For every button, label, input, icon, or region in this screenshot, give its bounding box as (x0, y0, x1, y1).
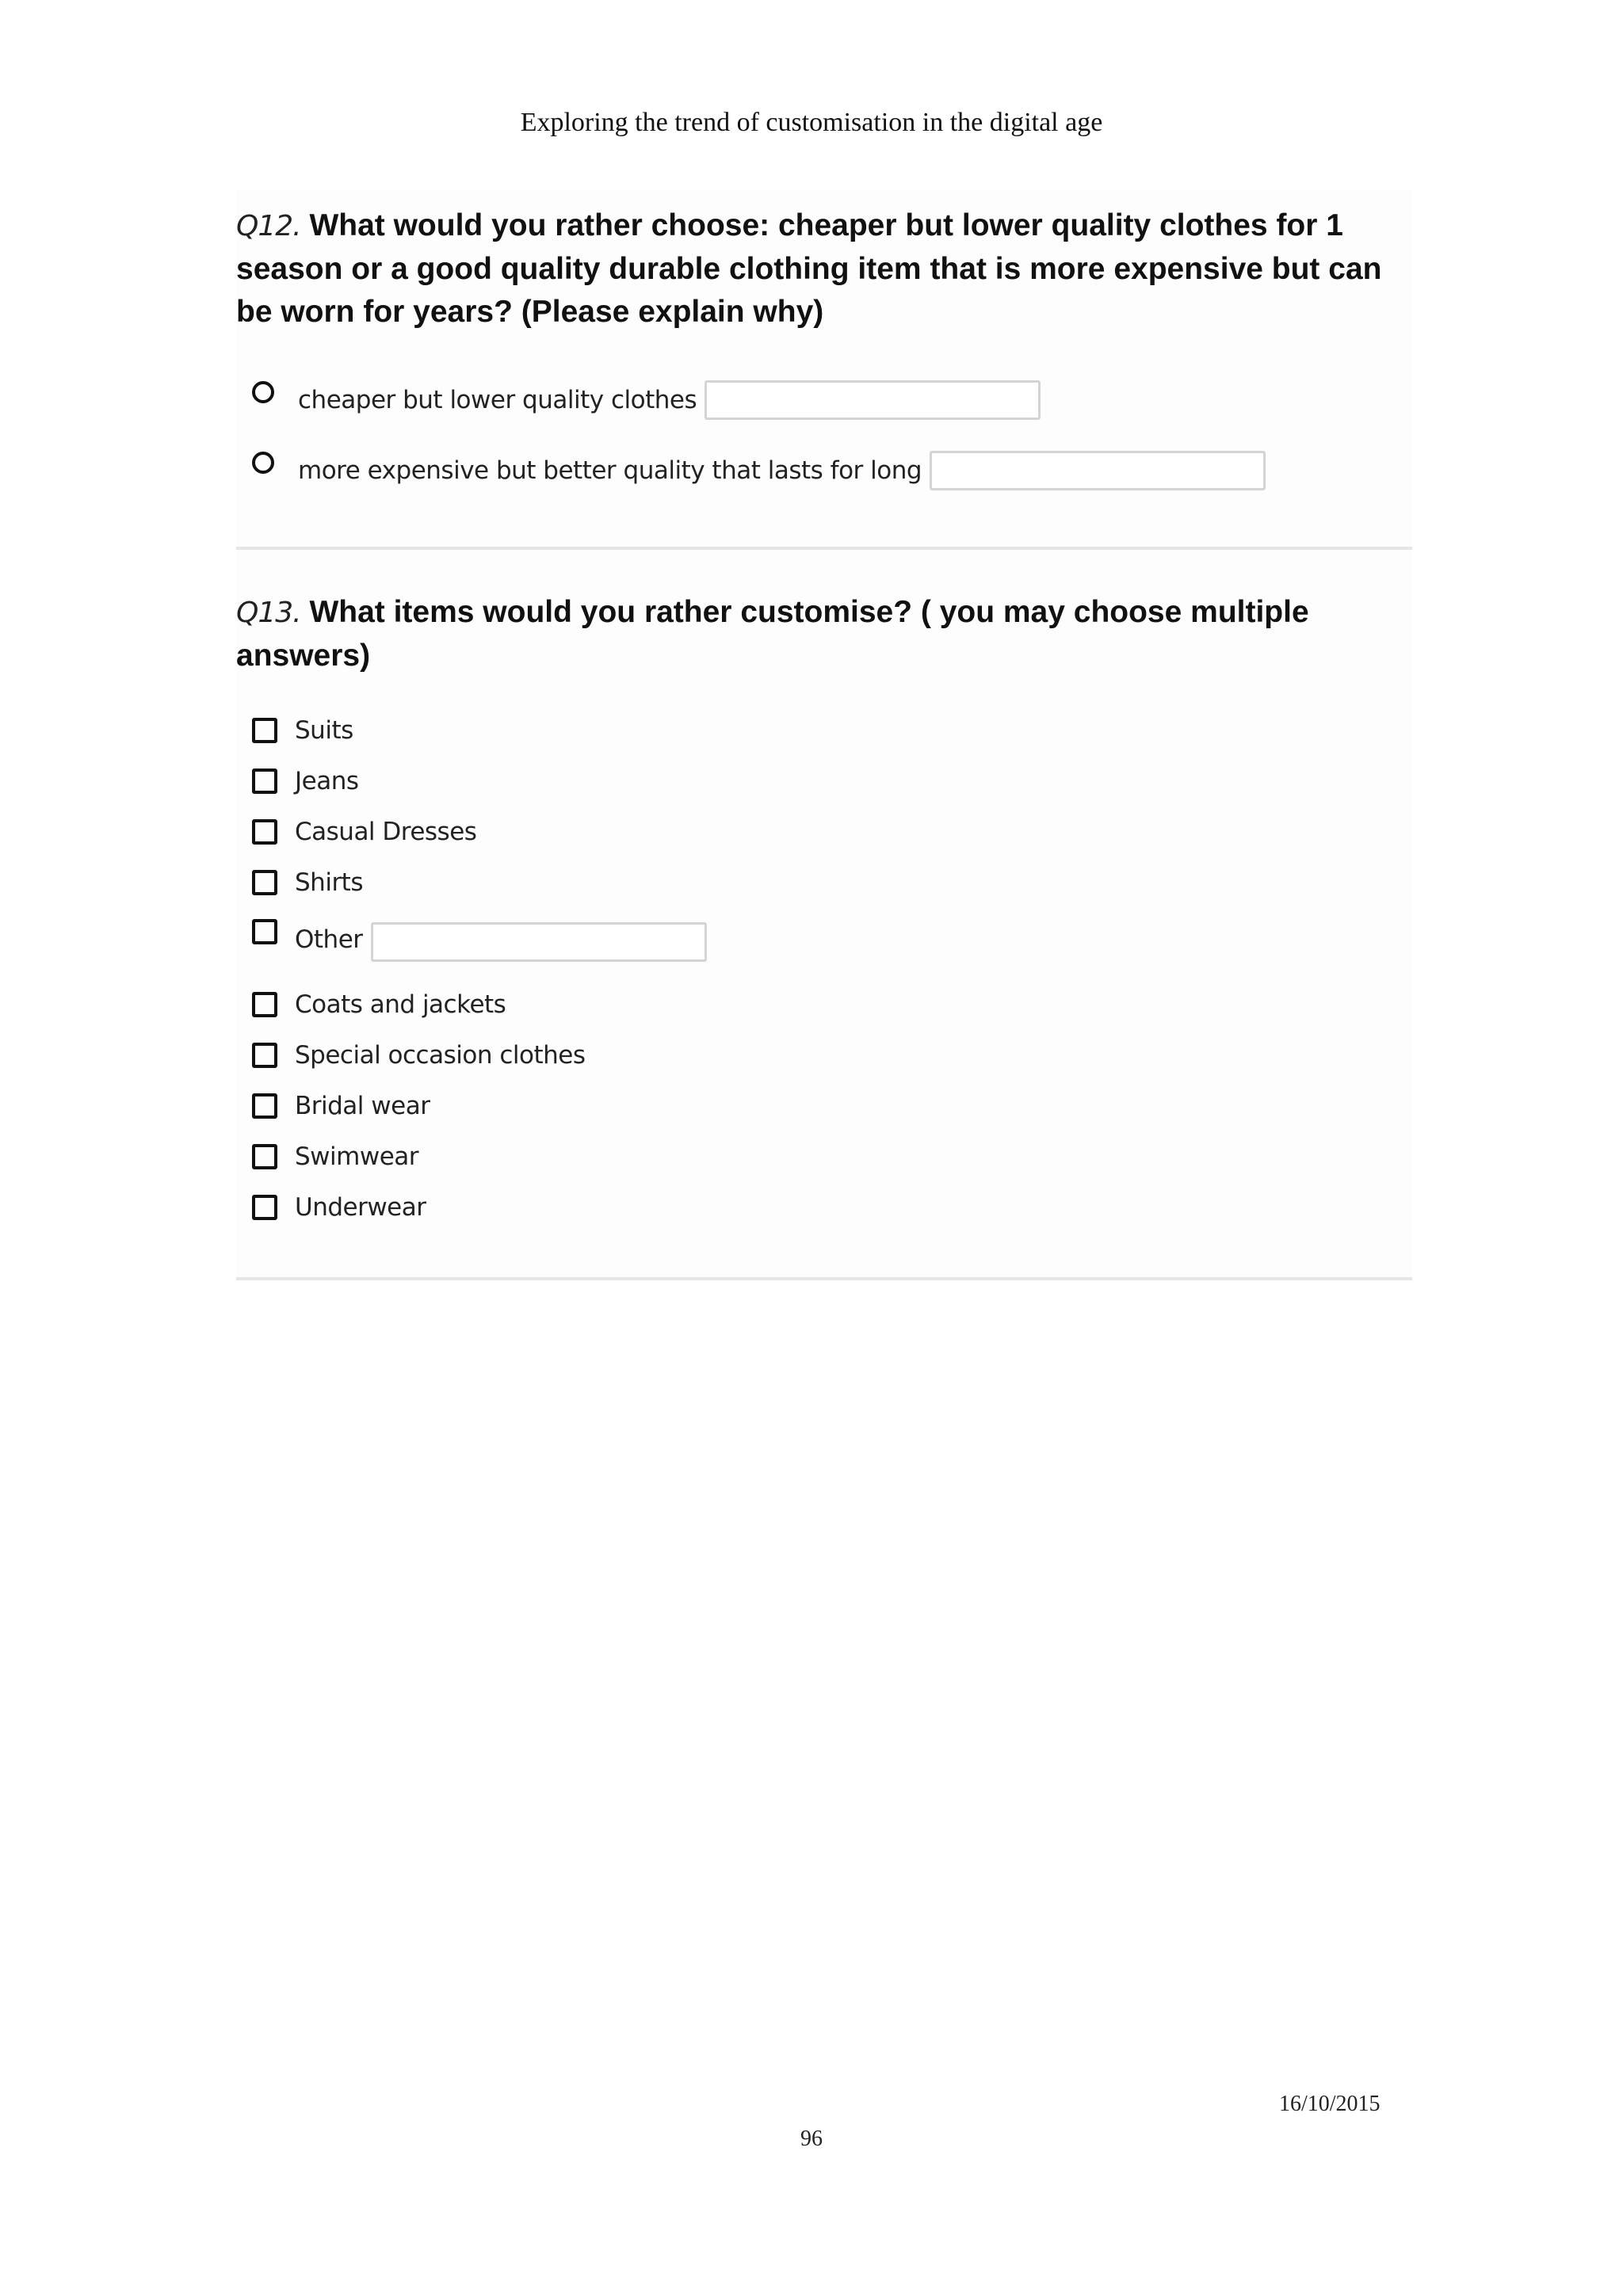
option-label: cheaper but lower quality clothes (298, 386, 697, 414)
checkbox-option-suits[interactable] (252, 716, 353, 745)
question-divider (236, 547, 1412, 550)
checkbox[interactable] (252, 870, 277, 895)
option-label: Underwear (295, 1193, 426, 1222)
checkbox-option-coats-and-jackets[interactable] (252, 990, 506, 1019)
q12-expensive-explain-input[interactable] (930, 451, 1266, 490)
page-header-title: Exploring the trend of customisation in the digital age (520, 108, 1103, 137)
question-text: What would you rather choose: cheaper but lower quality clothes for 1 season or a good quality durable clothing item that is more expensive but can be worn for years? (Please explain why) (236, 208, 1382, 329)
question-divider (236, 1277, 1412, 1280)
checkbox-option-other[interactable] (252, 919, 707, 962)
survey-form (236, 190, 1412, 1283)
checkbox[interactable] (252, 718, 277, 743)
page-number: 96 (800, 2126, 823, 2151)
checkbox[interactable] (252, 1093, 277, 1119)
checkbox[interactable] (252, 1144, 277, 1169)
q12-option-cheaper[interactable] (252, 380, 1041, 420)
option-label: Special occasion clothes (295, 1041, 586, 1070)
q12-cheaper-explain-input[interactable] (705, 380, 1041, 420)
checkbox[interactable] (252, 992, 277, 1017)
option-label: Bridal wear (295, 1092, 430, 1120)
option-label: Jeans (295, 767, 359, 795)
question-number: Q12. (236, 210, 301, 242)
checkbox-option-shirts[interactable] (252, 868, 363, 897)
other-text-input[interactable] (371, 922, 707, 962)
checkbox[interactable] (252, 919, 277, 944)
option-label: Shirts (295, 868, 363, 897)
checkbox[interactable] (252, 769, 277, 794)
checkbox-option-jeans[interactable] (252, 767, 359, 795)
checkbox-option-underwear[interactable] (252, 1193, 426, 1222)
checkbox[interactable] (252, 819, 277, 845)
question-number: Q13. (236, 597, 301, 629)
page-date: 16/10/2015 (1279, 2092, 1381, 2116)
radio-button[interactable] (252, 452, 274, 474)
option-label: Casual Dresses (295, 818, 477, 846)
question-title (236, 591, 1412, 677)
option-label: Other (295, 925, 363, 954)
checkbox-option-swimwear[interactable] (252, 1142, 418, 1171)
question-q13 (236, 591, 1412, 677)
radio-button[interactable] (252, 381, 274, 403)
option-label: Swimwear (295, 1142, 419, 1171)
q12-option-expensive[interactable] (252, 451, 1266, 490)
checkbox[interactable] (252, 1043, 277, 1068)
checkbox-option-special-occasion[interactable] (252, 1041, 585, 1070)
checkbox[interactable] (252, 1195, 277, 1220)
option-label: Coats and jackets (295, 990, 506, 1019)
question-q12 (236, 204, 1412, 334)
checkbox-option-bridal-wear[interactable] (252, 1092, 430, 1120)
option-label: Suits (295, 716, 353, 745)
checkbox-option-casual-dresses[interactable] (252, 818, 476, 846)
option-label: more expensive but better quality that lasts for long (298, 456, 922, 485)
question-title (236, 204, 1412, 334)
question-text: What items would you rather customise? ( you may choose multiple answers) (236, 595, 1309, 673)
